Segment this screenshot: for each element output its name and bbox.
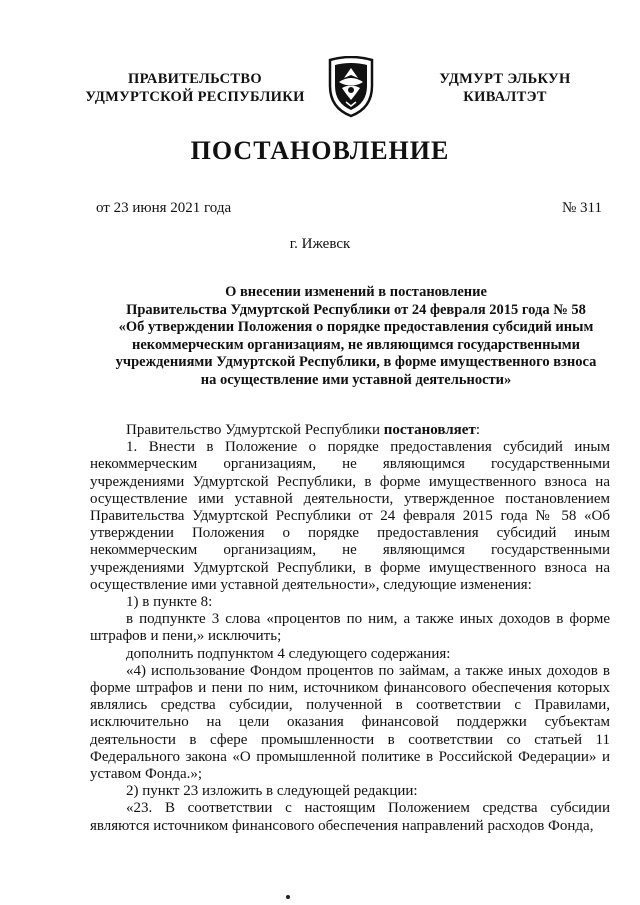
header-right-line1: УДМУРТ ЭЛЬКУН	[439, 71, 571, 87]
document-date: от 23 июня 2021 года	[96, 200, 232, 216]
document-city: г. Ижевск	[289, 236, 351, 252]
heading-line1: О внесении изменений в постановление	[225, 284, 487, 300]
paragraph-7: 2) пункт 23 изложить в следующей редакции:	[126, 783, 418, 800]
udmurt-coat-of-arms-icon	[326, 56, 376, 118]
header-left-line1: ПРАВИТЕЛЬСТВО	[128, 71, 262, 87]
header-right-line2: КИВАЛТЭТ	[463, 89, 547, 105]
paragraph-2: 1. Внести в Положение о порядке предоставления субсидий иным некоммерческим организациям, не являющимся государственными учреждениями Удмуртской Республики, в форме имущественного взноса на осуществление ими уставной деятельности, утвержденное постановлением Правительства Удмуртской Республики от 24 февраля 2015 года № 58 «Об утверждении Положения о порядке предоставления субсидий иным некоммерческим организациям, не являющимся государственными учреждениями Удмуртской Республики, в форме имущественного взноса на осуществление ими уставной деятельности», следующие изменения:	[90, 439, 610, 593]
paragraph-1-end: :	[475, 422, 480, 438]
paragraph-4: в подпункте 3 слова «процентов по ним, а также иных доходов в форме штрафов и пени,» исключить;	[90, 611, 610, 645]
document-number: № 311	[561, 200, 602, 216]
heading-line6: на осуществление ими уставной деятельности»	[200, 371, 512, 388]
header-left	[80, 70, 310, 106]
document-title: ПОСТАНОВЛЕНИЕ	[190, 136, 450, 165]
paragraph-8: «23. В соответствии с настоящим Положением средства субсидии являются источником финансового обеспечения направлений расходов Фонда,	[90, 800, 610, 834]
paragraph-5: дополнить подпунктом 4 следующего содержания:	[126, 645, 451, 662]
document-heading	[100, 284, 612, 389]
heading-line5: учреждениями Удмуртской Республики, в форме имущественного взноса	[115, 354, 597, 370]
paragraph-3: 1) в пункте 8:	[126, 594, 213, 611]
page-dot	[286, 895, 290, 899]
header-right	[410, 70, 600, 106]
heading-line2: Правительства Удмуртской Республики от 24 февраля 2015 года № 58	[126, 301, 586, 318]
heading-line4: некоммерческим организациям, не являющимся государственными	[132, 336, 580, 353]
heading-line3: «Об утверждении Положения о порядке предоставления субсидий иным	[118, 319, 594, 335]
paragraph-6: «4) использование Фондом процентов по займам, а также иных доходов в форме штрафов и пени по ним, источником финансового обеспечения которых являлись средства субсидии, полученной в соответствии с Правилами, исключительно на цели оказания финансовой поддержки субъектам деятельности в сфере промышленности в соответствии со статьей 11 Федерального закона «О промышленной политике в Российской Федерации» и уставом Фонда.»;	[90, 662, 610, 783]
document-body	[90, 422, 610, 835]
paragraph-1	[90, 422, 610, 439]
paragraph-1-text: Правительство Удмуртской Республики	[126, 422, 384, 438]
paragraph-1-bold: постановляет	[383, 422, 476, 438]
header-left-line2: УДМУРТСКОЙ РЕСПУБЛИКИ	[85, 89, 305, 105]
